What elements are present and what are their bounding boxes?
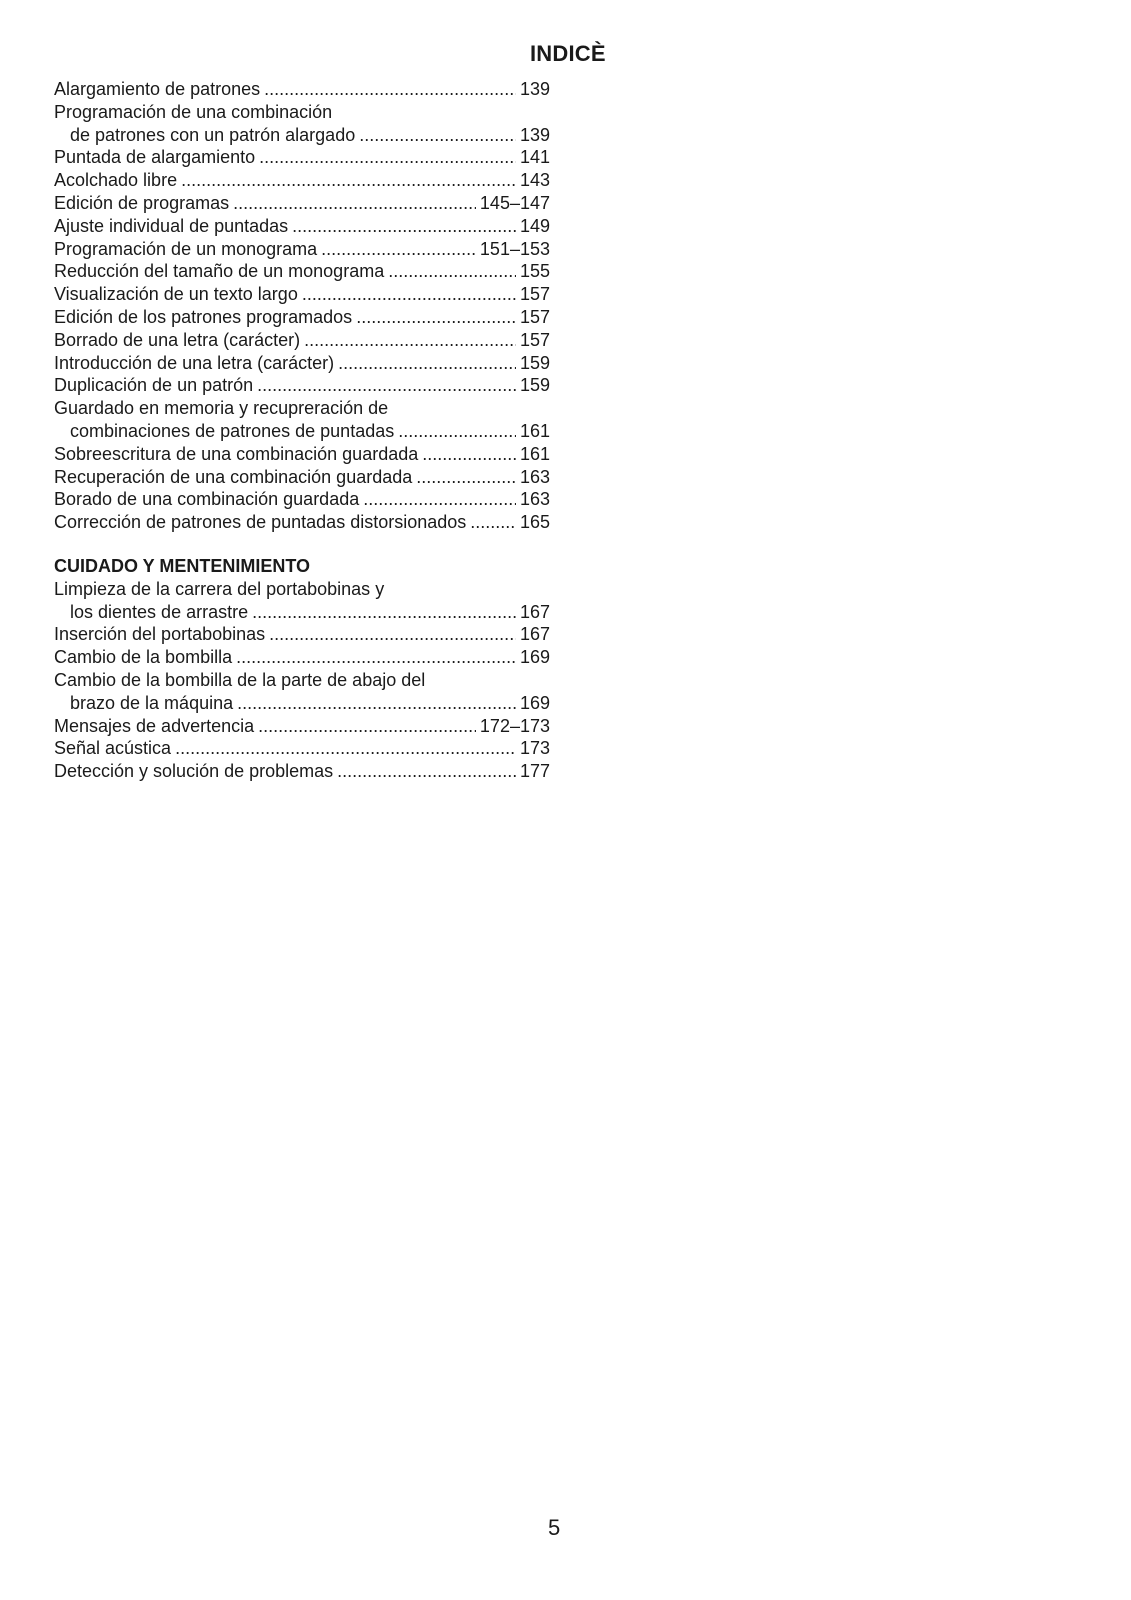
toc-entry: [54, 466, 550, 489]
toc-entry-page: 161: [519, 443, 550, 464]
toc-entry-page: 177: [519, 761, 550, 782]
toc-entry-page: 161: [519, 420, 550, 441]
toc-leader-dots: [181, 169, 516, 192]
toc-entry: [54, 692, 550, 715]
toc-entry-label: Puntada de alargamiento: [54, 147, 256, 168]
toc-entry: [54, 760, 550, 783]
toc-leader-dots: [363, 488, 516, 511]
page-title: INDICÈ: [530, 41, 606, 66]
toc-entry-page: 149: [519, 215, 550, 236]
toc-entry: [54, 646, 550, 669]
toc-entry-page: 141: [519, 147, 550, 168]
toc-entry: [54, 352, 550, 375]
toc-entry: [54, 374, 550, 397]
toc-entry: [54, 623, 550, 646]
toc-entry: [54, 260, 550, 283]
toc-leader-dots: [257, 374, 516, 397]
toc-entry-label: Ajuste individual de puntadas: [54, 215, 289, 236]
toc-entry-page: 173: [519, 738, 550, 759]
toc-entry: [54, 715, 550, 738]
toc-entry-label: Cambio de la bombilla de la parte de abajo del: [54, 669, 426, 690]
toc-entry-page: 159: [519, 375, 550, 396]
toc-entry-page: 151–153: [479, 238, 550, 259]
toc-leader-dots: [416, 466, 516, 489]
toc-entry-page: 163: [519, 466, 550, 487]
toc-entry-label: de patrones con un patrón alargado: [70, 124, 356, 145]
toc-entry: [54, 124, 550, 147]
toc-leader-dots: [233, 192, 476, 215]
toc-entry: [54, 601, 550, 624]
toc-leader-dots: [259, 146, 516, 169]
toc-entry-label: brazo de la máquina: [70, 692, 234, 713]
toc-leader-dots: [302, 283, 516, 306]
toc-entry-label: Duplicación de un patrón: [54, 375, 254, 396]
section-heading: CUIDADO Y MENTENIMIENTO: [54, 555, 311, 576]
toc-entry: [54, 578, 550, 601]
toc-entry-page: 167: [519, 601, 550, 622]
toc-leader-dots: [237, 692, 516, 715]
toc-entry-page: 157: [519, 284, 550, 305]
toc-entry-label: Limpieza de la carrera del portabobinas y: [54, 578, 385, 599]
toc-entry-label: combinaciones de patrones de puntadas: [70, 420, 395, 441]
toc-entry: [54, 283, 550, 306]
toc-entry-label: Cambio de la bombilla: [54, 647, 233, 668]
toc-leader-dots: [264, 78, 516, 101]
toc-leader-dots: [258, 715, 476, 738]
toc-entry-page: 159: [519, 352, 550, 373]
toc-entry-label: Programación de un monograma: [54, 238, 318, 259]
toc-leader-dots: [175, 737, 516, 760]
toc-entry: [54, 420, 550, 443]
toc-leader-dots: [252, 601, 516, 624]
toc-entry-page: 172–173: [479, 715, 550, 736]
toc-entry-label: Edición de los patrones programados: [54, 306, 353, 327]
toc-entry: [54, 101, 550, 124]
toc-entry-label: Señal acústica: [54, 738, 172, 759]
toc-entry: [54, 169, 550, 192]
toc-leader-dots: [338, 352, 516, 375]
toc-entry-label: Reducción del tamaño de un monograma: [54, 261, 385, 282]
toc-entry-label: Introducción de una letra (carácter): [54, 352, 335, 373]
toc-entry-page: 155: [519, 261, 550, 282]
toc-entry-label: Borado de una combinación guardada: [54, 489, 360, 510]
toc-entry: [54, 443, 550, 466]
toc-entry-label: Sobreescritura de una combinación guardada: [54, 443, 419, 464]
toc-entry: [54, 306, 550, 329]
toc-leader-dots: [388, 260, 516, 283]
toc-leader-dots: [321, 238, 476, 261]
toc-entry: [54, 329, 550, 352]
table-of-contents: [54, 78, 550, 783]
toc-entry-page: 145–147: [479, 192, 550, 213]
toc-entry-page: 157: [519, 306, 550, 327]
page-number: 5: [548, 1515, 561, 1540]
toc-entry: [54, 215, 550, 238]
toc-entry-label: los dientes de arrastre: [70, 601, 249, 622]
toc-entry-label: Detección y solución de problemas: [54, 761, 334, 782]
toc-entry-label: Borrado de una letra (carácter): [54, 329, 301, 350]
toc-entry-label: Acolchado libre: [54, 170, 178, 191]
toc-leader-dots: [269, 623, 516, 646]
toc-entry-label: Visualización de un texto largo: [54, 284, 298, 305]
toc-leader-dots: [292, 215, 516, 238]
toc-entry: [54, 511, 550, 534]
toc-entry-label: Guardado en memoria y recupreración de: [54, 398, 389, 419]
toc-entry-page: 165: [519, 512, 550, 533]
toc-entry: [54, 146, 550, 169]
toc-leader-dots: [470, 511, 516, 534]
toc-entry: [54, 238, 550, 261]
toc-leader-dots: [337, 760, 516, 783]
toc-leader-dots: [356, 306, 516, 329]
toc-entry-page: 157: [519, 329, 550, 350]
toc-entry: [54, 397, 550, 420]
toc-leader-dots: [236, 646, 516, 669]
toc-entry: [54, 669, 550, 692]
toc-entry-label: Inserción del portabobinas: [54, 624, 266, 645]
toc-entry-page: 139: [519, 124, 550, 145]
toc-entry: [54, 488, 550, 511]
toc-entry: [54, 78, 550, 101]
toc-leader-dots: [398, 420, 516, 443]
toc-entry-label: Recuperación de una combinación guardada: [54, 466, 413, 487]
toc-leader-dots: [422, 443, 516, 466]
toc-entry-label: Corrección de patrones de puntadas distorsionados: [54, 512, 467, 533]
toc-entry-label: Programación de una combinación: [54, 101, 333, 122]
toc-entry-page: 163: [519, 489, 550, 510]
toc-leader-dots: [304, 329, 516, 352]
toc-entry-label: Mensajes de advertencia: [54, 715, 255, 736]
toc-leader-dots: [359, 124, 516, 147]
toc-entry-page: 167: [519, 624, 550, 645]
toc-entry-page: 169: [519, 647, 550, 668]
toc-entry-label: Alargamiento de patrones: [54, 79, 261, 99]
toc-entry-page: 169: [519, 692, 550, 713]
toc-entry: [54, 737, 550, 760]
toc-entry-page: 143: [519, 170, 550, 191]
toc-entry-page: 139: [519, 79, 550, 99]
toc-entry-label: Edición de programas: [54, 192, 230, 213]
toc-entry: [54, 192, 550, 215]
